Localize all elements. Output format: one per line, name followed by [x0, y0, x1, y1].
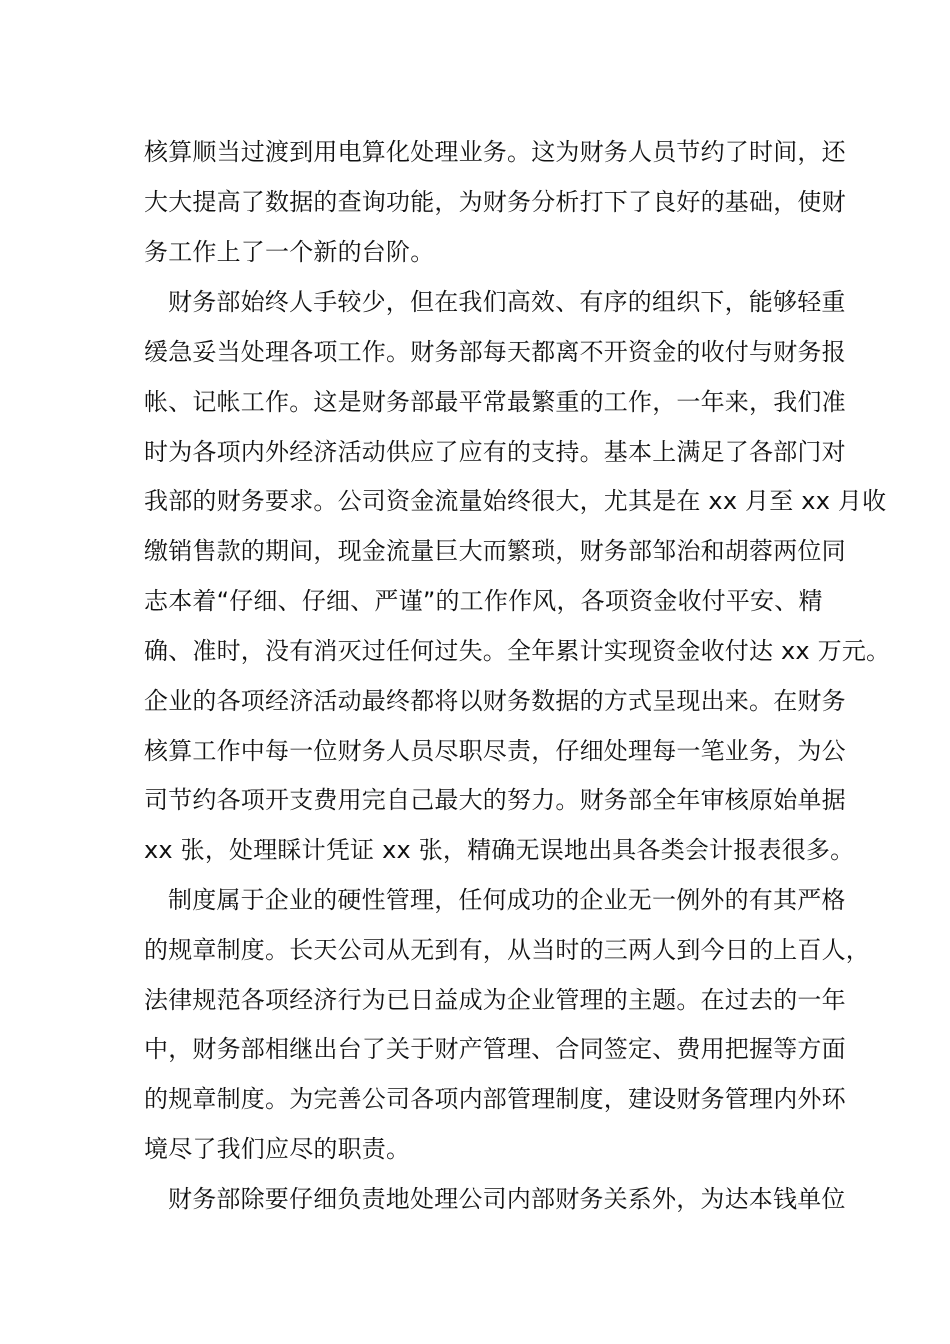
- text-line: 大大提高了数据的查询功能，为财务分析打下了良好的基础，使财: [144, 188, 846, 216]
- text-line: 的规章制度。长天公司从无到有，从当时的三两人到今日的上百人，: [144, 936, 870, 964]
- text-line: 制度属于企业的硬性管理，任何成功的企业无一例外的有其严格: [168, 886, 846, 914]
- text-line: 帐、记帐工作。这是财务部最平常最繁重的工作，一年来，我们准: [144, 388, 846, 416]
- text-line: 务工作上了一个新的台阶。: [144, 238, 435, 266]
- text-line: 核算顺当过渡到用电算化处理业务。这为财务人员节约了时间，还: [144, 138, 846, 166]
- text-line: 境尽了我们应尽的职责。: [144, 1135, 411, 1163]
- text-line: 财务部除要仔细负责地处理公司内部财务关系外，为达本钱单位: [168, 1185, 846, 1213]
- text-line: 司节约各项开支费用完自己最大的努力。财务部全年审核原始单据: [144, 786, 846, 814]
- text-line: 企业的各项经济活动最终都将以财务数据的方式呈现出来。在财务: [144, 687, 846, 715]
- text-line: 志本着“仔细、仔细、严谨”的工作作风，各项资金收付平安、精: [144, 587, 823, 615]
- text-line: 财务部始终人手较少，但在我们高效、有序的组织下，能够轻重: [168, 288, 846, 316]
- text-line: 确、准时，没有消灭过任何过失。全年累计实现资金收付达 xx 万元。: [144, 637, 891, 665]
- text-line: 中，财务部相继出台了关于财产管理、合同签定、费用把握等方面: [144, 1035, 846, 1063]
- text-line: 法律规范各项经济行为已日益成为企业管理的主题。在过去的一年: [144, 986, 846, 1014]
- text-line: 缴销售款的期间，现金流量巨大而繁琐，财务部邹治和胡蓉两位同: [144, 537, 846, 565]
- text-line: xx 张，处理睬计凭证 xx 张，精确无误地出具各类会计报表很多。: [144, 836, 855, 864]
- text-line: 缓急妥当处理各项工作。财务部每天都离不开资金的收付与财务报: [144, 338, 846, 366]
- text-line: 时为各项内外经济活动供应了应有的支持。基本上满足了各部门对: [144, 438, 846, 466]
- text-line: 我部的财务要求。公司资金流量始终很大，尤其是在 xx 月至 xx 月收: [144, 487, 887, 515]
- text-line: 的规章制度。为完善公司各项内部管理制度，建设财务管理内外环: [144, 1085, 846, 1113]
- text-line: 核算工作中每一位财务人员尽职尽责，仔细处理每一笔业务，为公: [144, 737, 846, 765]
